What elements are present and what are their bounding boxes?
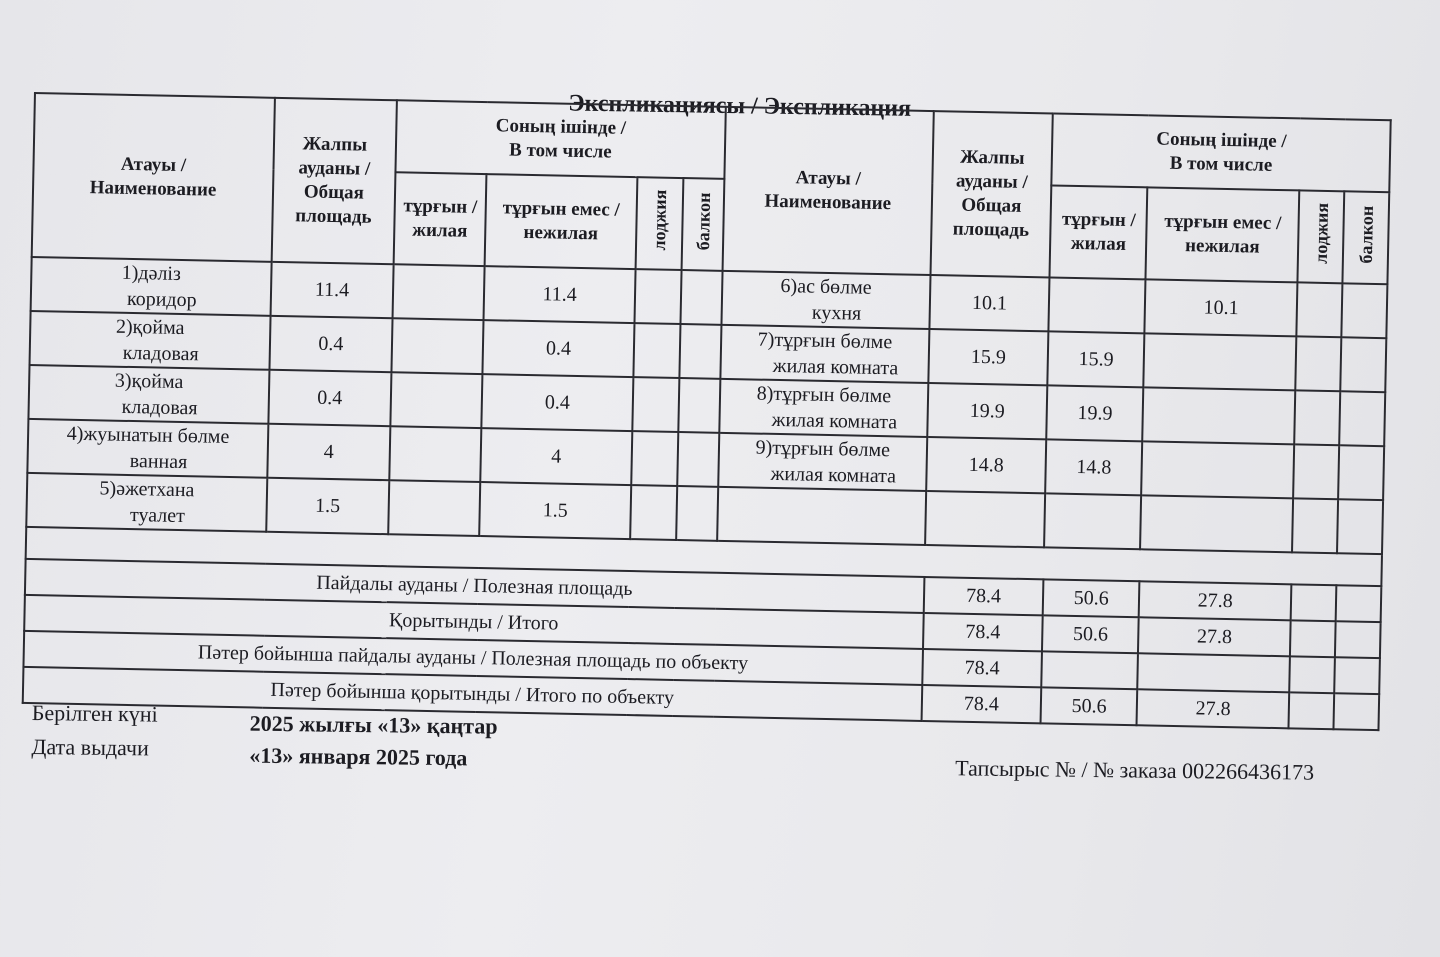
room-nonliving: 1.5 (479, 482, 630, 539)
room-balcony (1340, 337, 1386, 392)
room-nonliving: 0.4 (483, 320, 634, 377)
summary-loggia (1289, 692, 1334, 729)
summary-total: 78.4 (922, 649, 1043, 687)
room-living (391, 318, 484, 374)
room-loggia (1297, 282, 1343, 337)
room-total: 0.4 (269, 316, 392, 372)
summary-nonliving: 27.8 (1139, 581, 1292, 620)
room-balcony (681, 270, 723, 325)
summary-total: 78.4 (923, 613, 1044, 651)
header-living-right: тұрғын / жилая (1050, 185, 1147, 279)
summary-loggia (1290, 656, 1335, 693)
document-title: Экспликациясы / Экспликация (568, 90, 912, 122)
summary-balcony (1336, 585, 1382, 622)
summary-label: Қорытынды / Итого (24, 595, 923, 649)
empty-cell (925, 491, 1046, 547)
issue-date-ru: «13» января 2025 года (249, 742, 468, 771)
header-total-left: Жалпы ауданы / Общая площадь (272, 98, 397, 264)
room-balcony (680, 324, 722, 379)
summary-total: 78.4 (921, 685, 1042, 723)
empty-cell (717, 487, 925, 545)
summary-nonliving: 27.8 (1137, 689, 1290, 728)
room-name: 8)тұрғын бөлме жилая комната (719, 379, 927, 437)
room-nonliving (1143, 333, 1297, 390)
header-including-right: Соның ішінде / В том числе (1052, 113, 1391, 192)
room-balcony (677, 486, 719, 541)
room-total: 14.8 (926, 437, 1047, 493)
room-total: 1.5 (266, 478, 389, 534)
room-living: 14.8 (1046, 439, 1143, 495)
room-name: 5)әжетхана туалет (26, 473, 267, 532)
order-number: Тапсырыс № / № заказа 002266436173 (955, 755, 1315, 785)
header-living-left: тұрғын / жилая (393, 172, 486, 266)
issue-label-ru: Дата выдачи (31, 733, 150, 761)
room-total: 10.1 (929, 275, 1050, 331)
room-total: 0.4 (268, 370, 391, 426)
room-balcony (678, 432, 720, 487)
explication-table-wrapper (22, 92, 1392, 731)
summary-loggia (1291, 584, 1336, 621)
room-nonliving: 0.4 (482, 374, 633, 431)
summary-total: 78.4 (923, 577, 1044, 615)
summary-living (1042, 651, 1138, 689)
summary-label: Пайдалы ауданы / Полезная площадь (25, 559, 924, 613)
summary-balcony (1334, 657, 1380, 694)
room-living (1049, 277, 1146, 333)
room-balcony (1338, 445, 1384, 500)
room-loggia (1296, 336, 1342, 391)
room-total: 11.4 (270, 262, 393, 318)
room-name: 9)тұрғын бөлме жилая комната (718, 433, 926, 491)
empty-cell (1337, 499, 1383, 554)
room-name: 2)қойма кладовая (30, 311, 271, 370)
room-loggia (630, 485, 678, 540)
room-loggia (634, 269, 682, 324)
room-name: 3)қойма кладовая (28, 365, 269, 424)
header-nonliving-left: тұрғын емес / нежилая (485, 174, 637, 269)
room-balcony (1339, 391, 1385, 446)
room-balcony (1342, 283, 1388, 338)
issue-date-kz: 2025 жылғы «13» қаңтар (249, 710, 498, 739)
room-nonliving: 4 (481, 428, 632, 485)
room-nonliving: 11.4 (484, 266, 635, 323)
summary-label: Пәтер бойынша қорытынды / Итого по объекту (23, 667, 922, 721)
room-living: 19.9 (1047, 385, 1144, 441)
summary-living: 50.6 (1043, 579, 1139, 617)
empty-cell (1045, 493, 1142, 549)
room-total: 15.9 (928, 329, 1049, 385)
room-loggia (633, 323, 681, 378)
summary-balcony (1334, 693, 1380, 730)
header-name-right: Атауы / Наименование (723, 107, 934, 275)
room-loggia (1294, 444, 1340, 499)
room-loggia (632, 377, 680, 432)
room-total: 19.9 (927, 383, 1048, 439)
room-total: 4 (267, 424, 390, 480)
room-living (389, 426, 482, 482)
header-balcony-right: балкон (1343, 191, 1390, 284)
summary-loggia (1290, 620, 1335, 657)
room-nonliving: 10.1 (1144, 279, 1298, 336)
explication-table (22, 92, 1392, 731)
room-living (392, 264, 485, 320)
room-name: 4)жуынатын бөлме ванная (27, 419, 268, 478)
header-loggia-left: лоджия (635, 177, 684, 270)
room-nonliving (1142, 387, 1296, 444)
header-loggia-right: лоджия (1298, 190, 1345, 283)
summary-label: Пәтер бойынша пайдалы ауданы / Полезная площадь по объекту (23, 631, 922, 685)
header-balcony-left: балкон (682, 178, 725, 271)
summary-nonliving (1137, 653, 1290, 692)
issue-label-kz: Берілген күні (31, 700, 158, 727)
room-living (390, 372, 483, 428)
summary-living: 50.6 (1041, 687, 1137, 725)
room-loggia (631, 431, 679, 486)
header-nonliving-right: тұрғын емес / нежилая (1145, 187, 1299, 282)
room-loggia (1295, 390, 1341, 445)
room-balcony (679, 378, 721, 433)
summary-balcony (1335, 621, 1381, 658)
room-name: 7)тұрғын бөлме жилая комната (721, 325, 929, 383)
header-name-left: Атауы / Наименование (32, 93, 275, 262)
room-living (388, 480, 481, 536)
room-living: 15.9 (1048, 331, 1145, 387)
header-including-left: Соның ішінде / В том числе (395, 100, 726, 179)
empty-cell (1292, 498, 1338, 553)
header-total-right: Жалпы ауданы / Общая площадь (930, 111, 1053, 277)
empty-cell (1140, 495, 1294, 552)
room-nonliving (1141, 441, 1295, 498)
summary-living: 50.6 (1042, 615, 1138, 653)
summary-nonliving: 27.8 (1138, 617, 1291, 656)
room-name: 6)ас бөлме кухня (722, 271, 930, 329)
room-name: 1)дәліз коридор (31, 257, 272, 316)
